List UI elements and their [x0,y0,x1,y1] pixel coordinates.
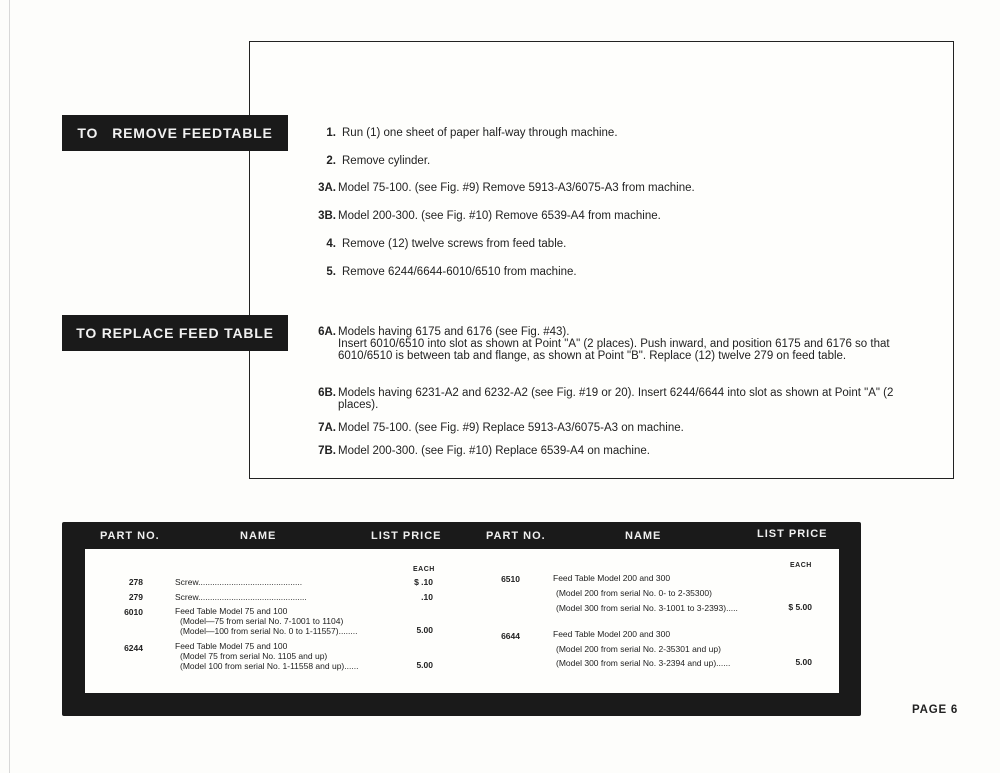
header-list-price-right: LIST PRICE [757,528,828,540]
part-serial-range: (Model 200 from serial No. 2-35301 and up) [556,644,721,654]
part-serial-range: (Model 200 from serial No. 0- to 2-35300) [556,588,712,598]
step-6a-detail: Insert 6010/6510 into slot as shown at Point "A" (2 places). Push inward, and position 6175 and 6176 so that 6010/6510 is between tab and flange, as shown at Point "B". Replace (12) twelve 279 on feed table. [338,338,890,362]
part-name: Screw.............................................. [175,592,307,602]
part-name: Feed Table Model 75 and 100 [175,641,288,651]
page-number: PAGE 6 [912,704,959,716]
part-number: 6510 [501,574,520,584]
part-price: 5.00 [795,657,812,667]
part-name: Feed Table Model 200 and 300 [553,573,671,583]
part-serial-range: (Model—75 from serial No. 7-1001 to 1104) [180,616,344,626]
part-name: Feed Table Model 200 and 300 [553,629,671,639]
part-number: 6644 [501,631,520,641]
part-serial-range: (Model 100 from serial No. 1-11558 and up)...... [180,661,359,671]
step-2: 2. Remove cylinder. [326,155,431,167]
part-name: Screw............................................ [175,577,303,587]
header-part-no-left: PART NO. [100,530,160,542]
remove-feedtable-label: TO REMOVE FEEDTABLE [62,115,288,151]
header-name-left: NAME [240,530,277,542]
step-6b: 6B. Models having 6231-A2 and 6232-A2 (see Fig. #19 or 20). Insert 6244/6644 into slot as shown at Point "A" (2 places). [318,387,894,411]
header-list-price-left: LIST PRICE [371,530,442,542]
part-serial-range: (Model 300 from serial No. 3-2394 and up)...... [556,658,731,668]
part-number: 279 [128,592,143,602]
part-price: $ 5.00 [788,602,812,612]
step-5: 5. Remove 6244/6644-6010/6510 from machine. [326,266,577,278]
step-3a: 3A. Model 75-100. (see Fig. #9) Remove 5913-A3/6075-A3 from machine. [318,182,695,194]
part-serial-range: (Model—100 from serial No. 0 to 1-11557)........ [180,626,358,636]
part-number: 278 [128,577,143,587]
step-3b: 3B. Model 200-300. (see Fig. #10) Remove 6539-A4 from machine. [318,210,661,222]
step-6a: 6A. Models having 6175 and 6176 (see Fig. #43). Insert 6010/6510 into slot as shown at Point "A" (2 places). Push inward, and position 6175 and 6176 so that 6010/6510 is between tab and flange, as shown at Point "B". Replace (12) twelve 279 on feed table. [310,326,922,362]
replace-feedtable-label: TO REPLACE FEED TABLE [62,315,288,351]
part-serial-range: (Model 75 from serial No. 1105 and up) [180,651,328,661]
part-price: 5.00 [416,660,433,670]
part-number: 6244 [124,643,143,653]
part-price: 5.00 [416,625,433,635]
step-6a-heading: Models having 6175 and 6176 (see Fig. #43). [338,326,570,338]
part-serial-range: (Model 300 from serial No. 3-1001 to 3-2393)..... [556,603,738,613]
step-7a: 7A. Model 75-100. (see Fig. #9) Replace 5913-A3/6075-A3 on machine. [318,422,684,434]
each-label-right: EACH [790,562,812,569]
step-4: 4. Remove (12) twelve screws from feed table. [326,238,567,250]
part-number: 6010 [124,607,143,617]
part-price: .10 [421,592,433,602]
header-part-no-right: PART NO. [486,530,546,542]
step-1: 1. Run (1) one sheet of paper half-way through machine. [326,127,618,139]
step-7b: 7B. Model 200-300. (see Fig. #10) Replace 6539-A4 on machine. [318,445,650,457]
instructions-box [249,41,954,479]
part-price: $ .10 [414,577,433,587]
part-name: Feed Table Model 75 and 100 [175,606,288,616]
binder-edge-line [9,0,10,773]
each-label-left: EACH [413,566,435,573]
header-name-right: NAME [625,530,662,542]
